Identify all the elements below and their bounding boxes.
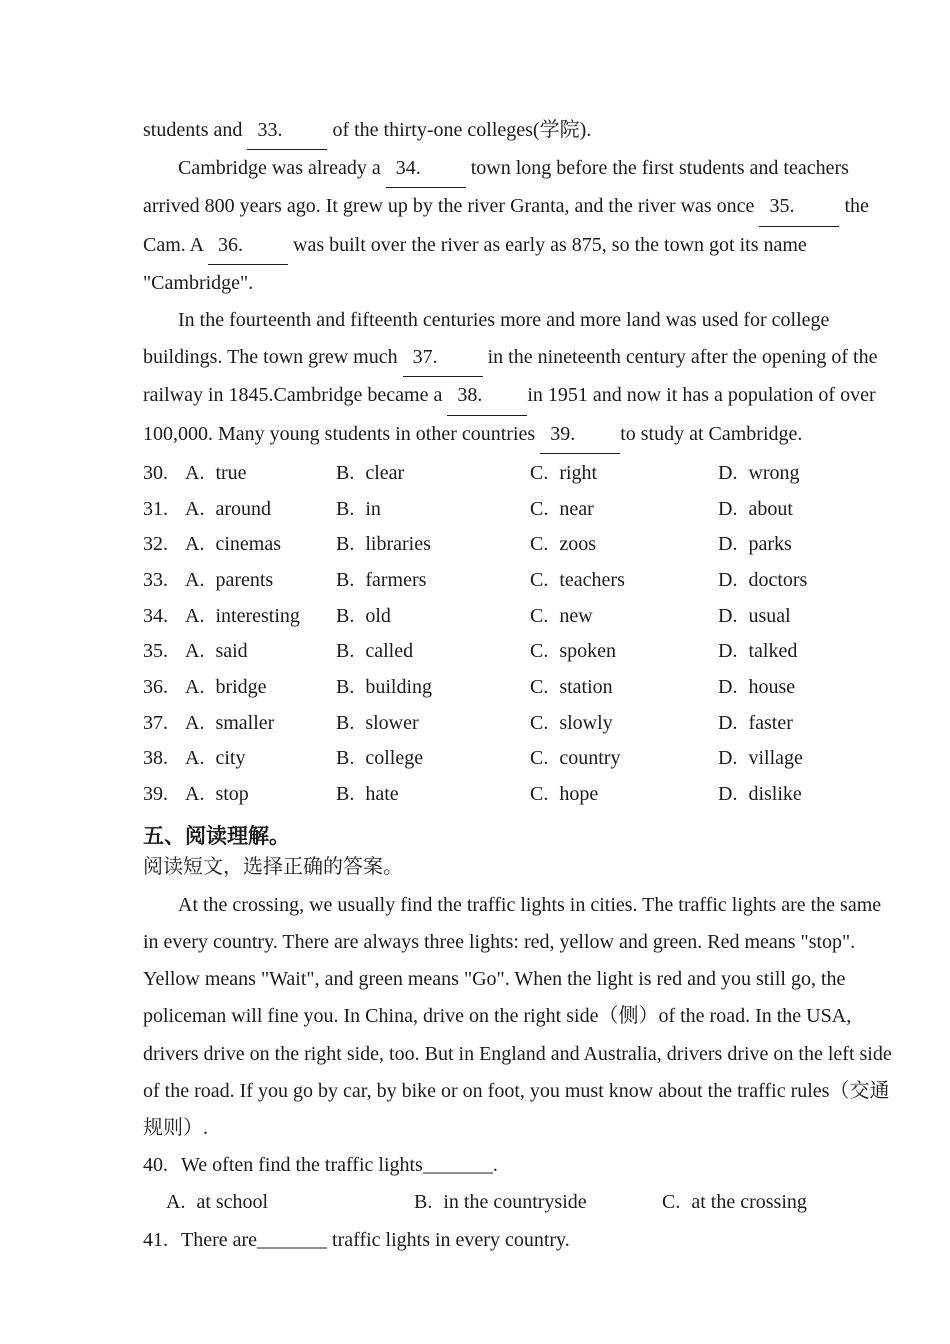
option-b [336,741,530,777]
passage-line: drivers drive on the right side, too. But in England and Australia, drivers drive on the left side [143,1042,892,1065]
option-letter: A. [185,747,205,770]
option-row [143,527,850,563]
cloze-options-table [143,456,850,813]
option-letter: C. [530,461,549,484]
option-d [718,563,850,599]
option-b [336,527,530,563]
question-number: 37. [143,711,168,734]
option-text: said [215,640,248,663]
option-row [143,563,850,599]
passage-line: "Cambridge". [143,271,254,294]
option-letter: D. [718,676,738,699]
passage-line: in every country. There are always three lights: red, yellow and green. Red means "stop". [143,931,856,954]
question-41-number: 41. [143,1228,168,1251]
option-row [143,492,850,528]
cloze-passage [143,112,878,454]
option-b [336,492,530,528]
option-letter: B. [336,711,355,734]
option-text: farmers [365,568,427,591]
option-text: true [215,461,247,484]
option-a [185,456,336,492]
question-number: 31. [143,497,168,520]
option-c [530,777,718,813]
option-letter: C. [530,711,549,734]
option-text: libraries [365,533,431,556]
option-letter: C. [530,640,549,663]
question-number: 30. [143,461,168,484]
option-text: called [365,640,414,663]
option-row [143,777,850,813]
passage-line: Yellow means "Wait", and green means "Go". When the light is red and you still go, the [143,968,846,991]
option-a [185,563,336,599]
option-d [718,527,850,563]
option-letter: A. [185,640,205,663]
option-d [718,599,850,635]
question-41-stem [143,1222,850,1259]
option-c [662,1184,850,1221]
option-d [718,634,850,670]
option-text: city [215,747,246,770]
option-text: parents [215,568,274,591]
option-text: doctors [748,568,808,591]
page-content [143,112,892,1259]
option-a [185,741,336,777]
option-d [718,670,850,706]
option-letter: A. [185,676,205,699]
option-letter: B. [336,747,355,770]
option-text: talked [748,640,798,663]
option-text: around [215,497,271,520]
option-letter: B. [336,533,355,556]
option-text: village [748,747,803,770]
option-text: stop [215,783,249,806]
passage-line: Cambridge was already a 34. town long before the first students and teachers [143,150,850,188]
option-letter: C. [530,497,549,520]
option-b [336,706,530,742]
option-text: building [365,676,433,699]
question-number: 33. [143,568,168,591]
option-letter: C. [530,604,549,627]
blank-37: 37. [403,339,483,377]
blank-35: 35. [759,188,839,226]
option-text: at the crossing [691,1191,807,1214]
option-a [185,527,336,563]
option-letter: D. [718,568,738,591]
option-letter: A. [185,604,205,627]
option-b [336,599,530,635]
passage-line: 100,000. Many young students in other countries 39. to study at Cambridge. [143,416,850,454]
option-a [185,492,336,528]
passage-line: At the crossing, we usually find the traffic lights in cities. The traffic lights are the same [178,893,882,916]
question-number: 39. [143,783,168,806]
passage-line: Cam. A 36. was built over the river as early as 875, so the town got its name [143,227,850,265]
question-number: 32. [143,533,168,556]
option-letter: D. [718,783,738,806]
option-c [530,706,718,742]
option-text: dislike [748,783,802,806]
option-letter: D. [718,497,738,520]
option-letter: C. [530,783,549,806]
option-text: old [365,604,391,627]
passage-line: In the fourteenth and fifteenth centuries more and more land was used for college [178,309,830,332]
option-c [530,599,718,635]
question-40-options [143,1184,850,1221]
question-40-number: 40. [143,1154,168,1177]
option-letter: B. [336,568,355,591]
option-d [718,706,850,742]
option-text: country [559,747,621,770]
option-a [166,1184,414,1221]
passage-line: policeman will fine you. In China, drive on the right side（侧）of the road. In the USA, [143,1005,852,1028]
option-text: hope [559,783,599,806]
section-title: 五、阅读理解。 [143,824,290,848]
option-text: teachers [559,568,625,591]
option-row [143,670,850,706]
option-a [185,777,336,813]
option-row [143,634,850,670]
blank-34: 34. [386,150,466,188]
option-text: right [559,461,598,484]
option-d [718,741,850,777]
option-text: in the countryside [443,1191,587,1214]
question-40-stem [143,1147,850,1184]
option-letter: D. [718,533,738,556]
option-b [414,1184,662,1221]
passage-line: buildings. The town grew much 37. in the nineteenth century after the opening of the [143,339,850,377]
option-row [143,456,850,492]
option-letter: A. [185,461,205,484]
option-text: in [365,497,381,520]
passage-line: arrived 800 years ago. It grew up by the river Granta, and the river was once 35. the [143,188,850,226]
option-letter: B. [414,1191,433,1214]
option-c [530,527,718,563]
option-letter: A. [185,783,205,806]
option-text: wrong [748,461,800,484]
option-text: bridge [215,676,267,699]
passage-line: railway in 1845.Cambridge became a 38. in 1951 and now it has a population of over [143,377,850,415]
option-letter: D. [718,461,738,484]
option-letter: B. [336,676,355,699]
option-letter: B. [336,604,355,627]
blank-39: 39. [540,416,620,454]
question-number: 35. [143,640,168,663]
option-a [185,670,336,706]
reading-passage [143,887,892,1147]
option-c [530,634,718,670]
option-letter: B. [336,497,355,520]
question-number: 36. [143,676,168,699]
option-letter: A. [185,568,205,591]
option-b [336,456,530,492]
option-c [530,456,718,492]
option-text: faster [748,711,793,734]
option-row [143,599,850,635]
section-instruction: 阅读短文，选择正确的答案。 [143,855,403,878]
option-a [185,634,336,670]
option-letter: C. [530,676,549,699]
option-b [336,634,530,670]
option-text: near [559,497,594,520]
option-text: zoos [559,533,597,556]
option-text: slower [365,711,419,734]
option-letter: A. [185,497,205,520]
question-41-text: There are_______ traffic lights in every country. [181,1228,570,1251]
option-letter: D. [718,604,738,627]
option-row [143,741,850,777]
option-text: station [559,676,613,699]
option-letter: C. [530,747,549,770]
option-c [530,492,718,528]
option-c [530,670,718,706]
question-40-text: We often find the traffic lights_______. [181,1154,498,1177]
passage-line: students and 33. of the thirty-one colleges(学院). [143,112,850,150]
passage-line: of the road. If you go by car, by bike or on foot, you must know about the traffic rules（交通 [143,1079,890,1102]
option-letter: D. [718,640,738,663]
question-number: 34. [143,604,168,627]
option-d [718,492,850,528]
option-text: spoken [559,640,617,663]
option-b [336,563,530,599]
option-letter: A. [185,533,205,556]
option-text: new [559,604,593,627]
option-text: interesting [215,604,300,627]
option-c [530,563,718,599]
option-text: about [748,497,793,520]
option-letter: C. [530,568,549,591]
option-text: clear [365,461,405,484]
option-text: usual [748,604,791,627]
question-number: 38. [143,747,168,770]
blank-33: 33. [247,112,327,150]
option-letter: D. [718,711,738,734]
option-text: slowly [559,711,613,734]
option-letter: A. [185,711,205,734]
option-a [185,599,336,635]
option-text: cinemas [215,533,281,556]
option-d [718,456,850,492]
option-b [336,670,530,706]
option-text: smaller [215,711,275,734]
option-letter: C. [530,533,549,556]
option-letter: B. [336,461,355,484]
option-letter: D. [718,747,738,770]
option-d [718,777,850,813]
option-text: house [748,676,796,699]
passage-line: 规则）. [143,1117,208,1140]
option-c [530,741,718,777]
option-letter: C. [662,1191,681,1214]
option-b [336,777,530,813]
option-letter: B. [336,783,355,806]
option-text: parks [748,533,792,556]
option-row [143,706,850,742]
option-letter: B. [336,640,355,663]
option-letter: A. [166,1191,186,1214]
option-a [185,706,336,742]
blank-38: 38. [447,377,527,415]
option-text: at school [196,1191,269,1214]
option-text: college [365,747,424,770]
option-text: hate [365,783,399,806]
blank-36: 36. [208,227,288,265]
